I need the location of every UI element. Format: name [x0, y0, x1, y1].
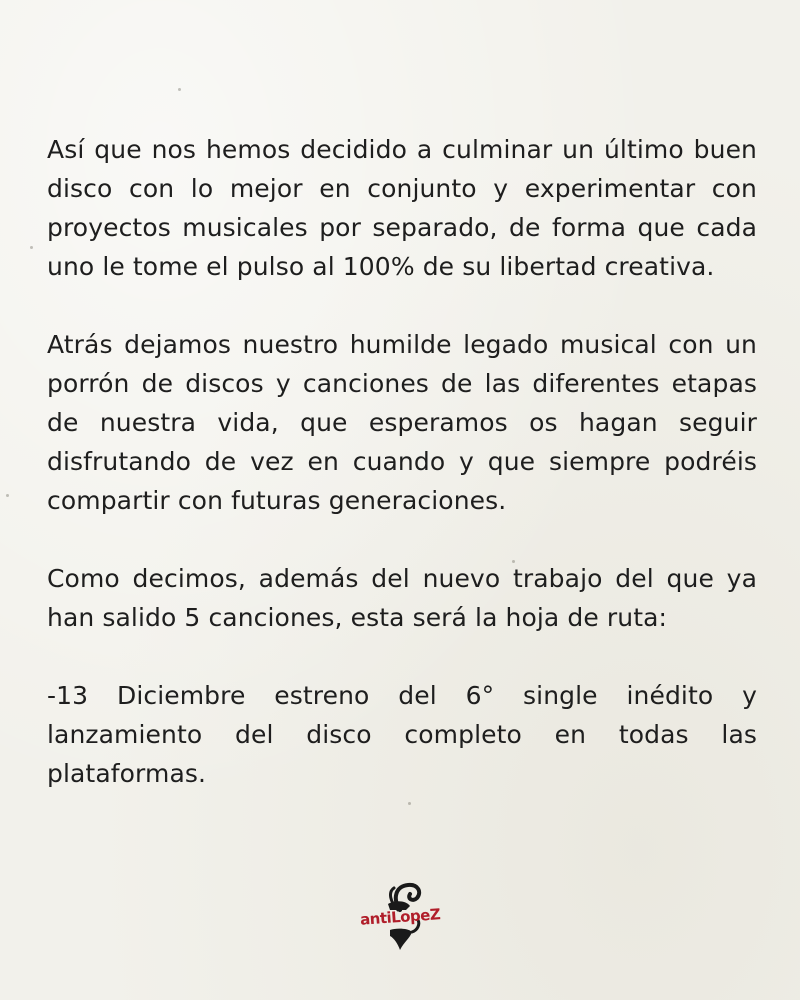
paragraph-1: Así que nos hemos decidido a culminar un último buen disco con lo mejor en conjunto y experimentar con proyectos musicales por separado, de forma que cada uno le tome el pulso al 100% de su libertad creativa.	[47, 135, 757, 281]
logo-wordmark: antiLopeZ	[359, 905, 441, 929]
main-text	[47, 130, 757, 832]
paper-speck	[30, 246, 33, 249]
paragraph-4: -13 Diciembre estreno del 6° single inédito y lanzamiento del disco completo en todas las plataformas.	[47, 681, 757, 788]
antilopez-logo	[360, 880, 440, 958]
paper-speck	[6, 494, 9, 497]
paragraph-3: Como decimos, además del nuevo trabajo del que ya han salido 5 canciones, esta será la hoja de ruta:	[47, 564, 757, 632]
paragraph-2: Atrás dejamos nuestro humilde legado musical con un porrón de discos y canciones de las diferentes etapas de nuestra vida, que esperamos os hagan seguir disfrutando de vez en cuando y que siempre podréis compartir con futuras generaciones.	[47, 330, 757, 515]
paper-speck	[178, 88, 181, 91]
